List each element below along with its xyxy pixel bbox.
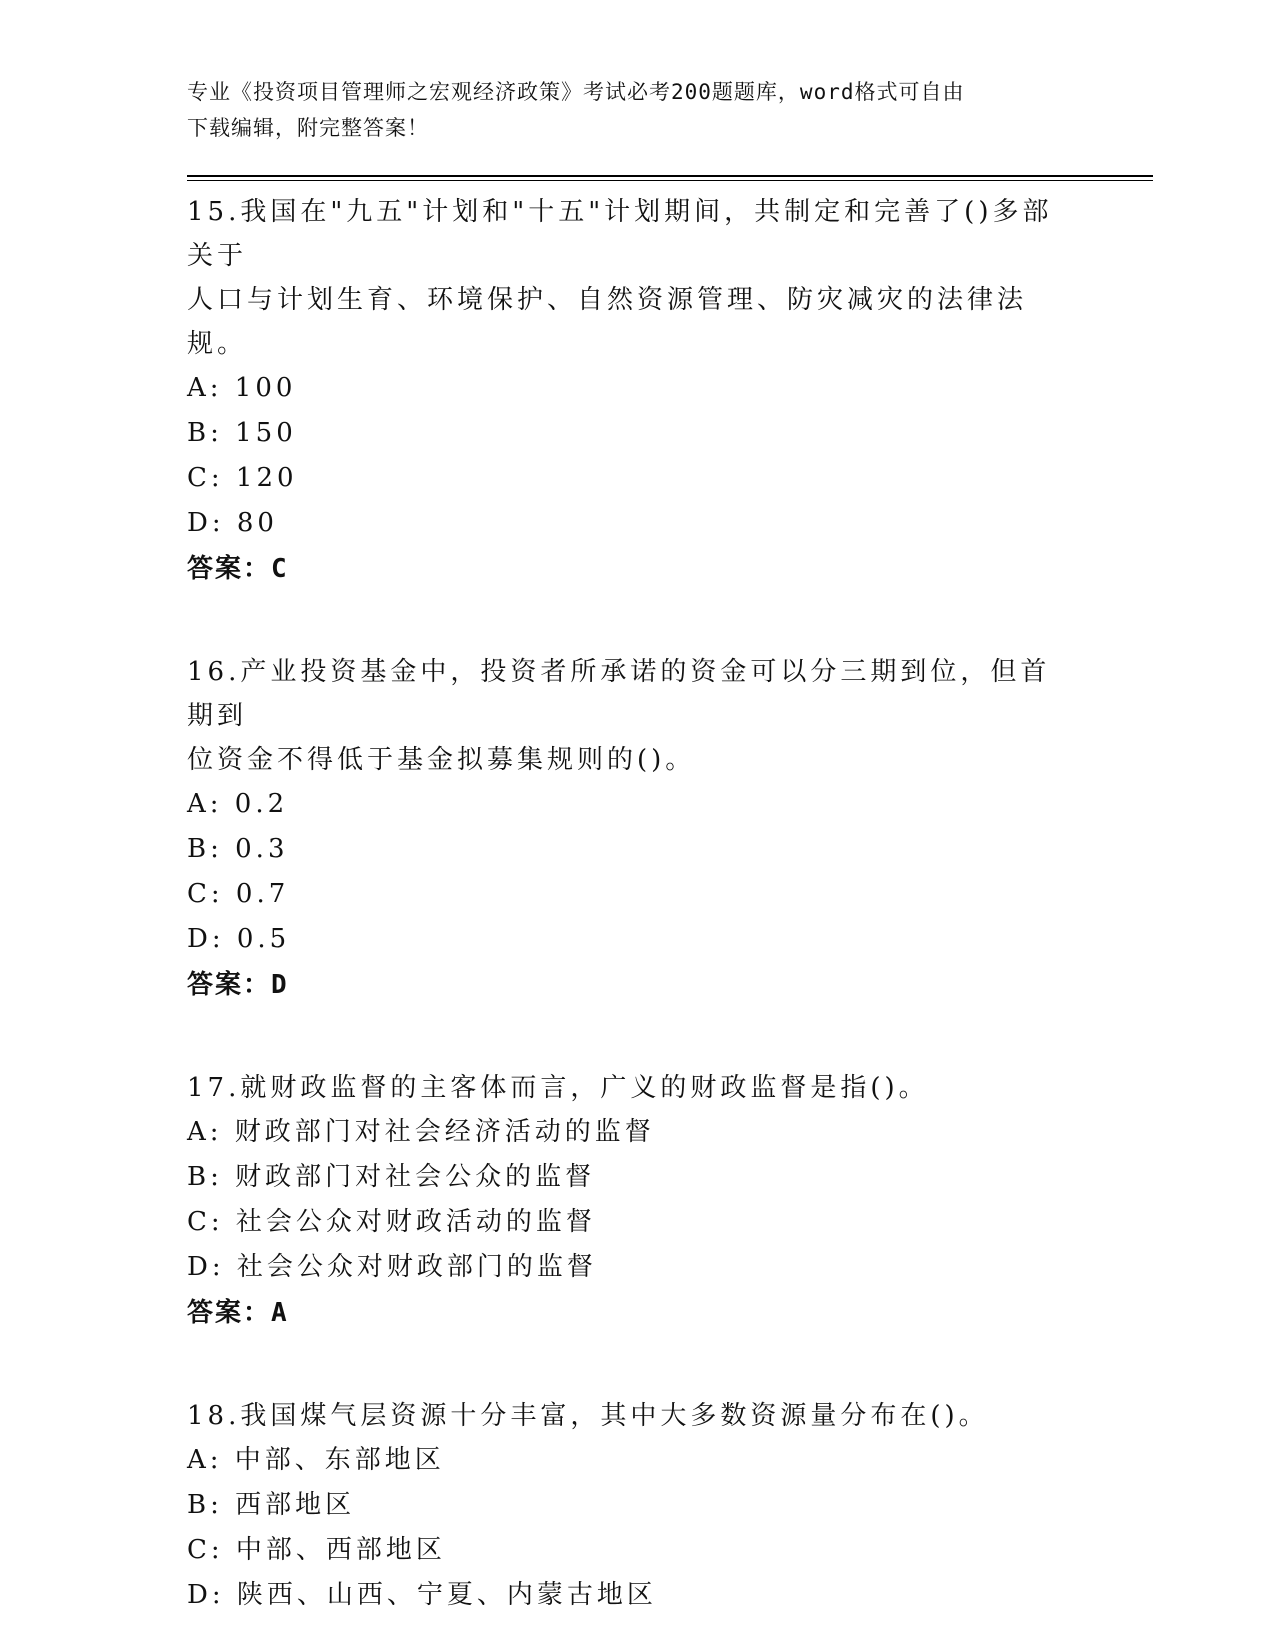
question-stem [187,190,1077,366]
option-a: A: 财政部门对社会经济活动的监督 [187,1117,655,1147]
option-a: A: 0.2 [187,789,289,819]
question-stem [187,1394,1077,1438]
option-b: B: 150 [187,418,297,448]
question-18 [187,1394,1087,1618]
question-16 [187,650,1087,1008]
header-line-2: 下载编辑，附完整答案！ [187,116,429,140]
option-d: D: 陕西、山西、宁夏、内蒙古地区 [187,1580,657,1610]
question-stem [187,1066,1077,1110]
option-a: A: 100 [187,373,297,403]
question-list [187,190,1087,1618]
question-stem-line: 位资金不得低于基金拟募集规则的()。 [187,745,696,775]
answer-line: 答案：C [187,554,289,584]
option-c: C: 120 [187,463,298,493]
question-stem-line: 15.我国在"九五"计划和"十五"计划期间，共制定和完善了()多部关于 [187,197,1053,271]
option-c: C: 中部、西部地区 [187,1535,446,1565]
question-stem-line: 18.我国煤气层资源十分丰富，其中大多数资源量分布在()。 [187,1401,989,1431]
answer-line: 答案：A [187,1298,289,1328]
option-c: C: 0.7 [187,879,290,909]
question-17 [187,1066,1087,1336]
option-a: A: 中部、东部地区 [187,1445,445,1475]
option-b: B: 西部地区 [187,1490,356,1520]
question-stem-line: 17.就财政监督的主客体而言，广义的财政监督是指()。 [187,1073,929,1103]
question-stem [187,650,1077,782]
question-15 [187,190,1087,592]
question-stem-line: 人口与计划生育、环境保护、自然资源管理、防灾减灾的法律法规。 [187,285,1028,359]
header-divider-thin [187,180,1153,181]
option-d: D: 80 [187,508,278,538]
option-d: D: 社会公众对财政部门的监督 [187,1252,597,1282]
option-c: C: 社会公众对财政活动的监督 [187,1207,596,1237]
option-d: D: 0.5 [187,924,291,954]
option-b: B: 0.3 [187,834,289,864]
question-stem-line: 16.产业投资基金中，投资者所承诺的资金可以分三期到位，但首期到 [187,657,1051,731]
document-header [187,74,1067,146]
option-b: B: 财政部门对社会公众的监督 [187,1162,596,1192]
header-line-1: 专业《投资项目管理师之宏观经济政策》考试必考200题题库，word格式可自由 [187,80,965,104]
answer-line: 答案：D [187,970,289,1000]
header-divider-thick [187,175,1153,177]
